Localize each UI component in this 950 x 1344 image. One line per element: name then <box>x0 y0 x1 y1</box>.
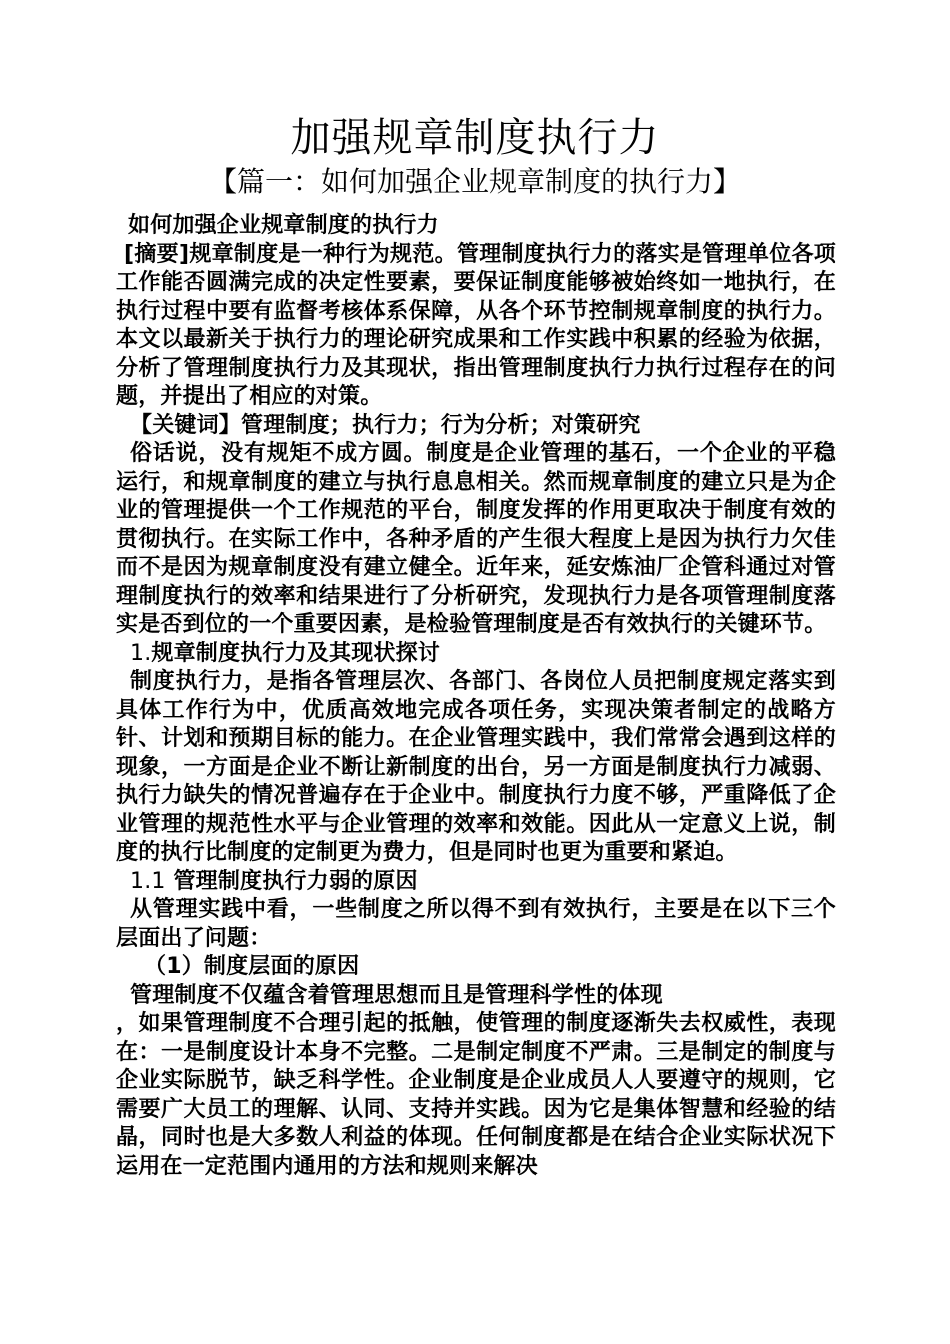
intro-paragraph: 俗话说，没有规矩不成方圆。制度是企业管理的基石，一个企业的平稳运行，和规章制度的建立与执行息息相关。然而规章制度的建立只是为企业的管理提供一个工作规范的平台，制度发挥的作用更取决于制度有效的贯彻执行。在实际工作中，各种矛盾的产生很大程度上是因为执行力欠佳而不是因为规章制度没有建立健全。近年来，延安炼油厂企管科通过对管理制度执行的效率和结果进行了分析研究，发现执行力是各项管理制度落实是否到位的一个重要因素，是检验管理制度是否有效执行的关键环节。 <box>116 441 836 637</box>
section-1-paragraph: 制度执行力，是指各管理层次、各部门、各岗位人员把制度规定落实到具体工作行为中，优质高效地完成各项任务，实现决策者制定的战略方针、计划和预期目标的能力。在企业管理实践中，我们常常会遇到这样的现象，一方面是企业不断让新制度的出台，另一方面是制度执行力减弱、执行力缺失的情况普遍存在于企业中。制度执行力度不够，严重降低了企业管理的规范性水平与企业管理的效率和效能。因此从一定意义上说，制度的执行比制度的定制更为费力，但是同时也更为重要和紧迫。 <box>116 669 836 865</box>
section-1-heading <box>116 640 836 669</box>
keywords-line: 【关键词】管理制度；执行力；行为分析；对策研究 <box>130 412 641 438</box>
document-subtitle: 【篇一：如何加强企业规章制度的执行力】 <box>208 165 741 198</box>
document-title: 加强规章制度执行力 <box>290 115 660 161</box>
section-1-1-number: 1.1 <box>130 868 166 894</box>
section-1-1-title: 管理制度执行力弱的原因 <box>173 868 418 894</box>
article-heading: 如何加强企业规章制度的执行力 <box>128 213 439 238</box>
section-1-title: 规章制度执行力及其现状探讨 <box>151 640 440 666</box>
section-1-1-heading <box>116 868 836 897</box>
subsection-1-heading: （1）制度层面的原因 <box>144 954 360 979</box>
document-body <box>116 212 836 1181</box>
abstract-paragraph: [摘要]规章制度是一种行为规范。管理制度执行力的落实是管理单位各项工作能否圆满完成的决定性要素，要保证制度能够被始终如一地执行，在执行过程中要有监督考核体系保障，从各个环节控制规章制度的执行力。本文以最新关于执行力的理论研究成果和工作实践中积累的经验为依据，分析了管理制度执行力及其现状，指出管理制度执行力执行过程存在的问题，并提出了相应的对策。 <box>116 241 836 409</box>
section-1-number: 1. <box>130 640 152 666</box>
subsection-1-lead-line: 管理制度不仅蕴含着管理思想而且是管理科学性的体现 <box>130 982 663 1008</box>
subsection-1-paragraph: ，如果管理制度不合理引起的抵触，使管理的制度逐渐失去权威性，表现在：一是制度设计本身不完整。二是制定制度不严肃。三是制定的制度与企业实际脱节，缺乏科学性。企业制度是企业成员人人要遵守的规则，它需要广大员工的理解、认同、支持并实践。因为它是集体智慧和经验的结晶，同时也是大多数人利益的体现。任何制度都是在结合企业实际状况下运用在一定范围内通用的方法和规则来解决 <box>116 1011 836 1179</box>
section-1-1-paragraph: 从管理实践中看，一些制度之所以得不到有效执行，主要是在以下三个层面出了问题： <box>116 897 836 951</box>
